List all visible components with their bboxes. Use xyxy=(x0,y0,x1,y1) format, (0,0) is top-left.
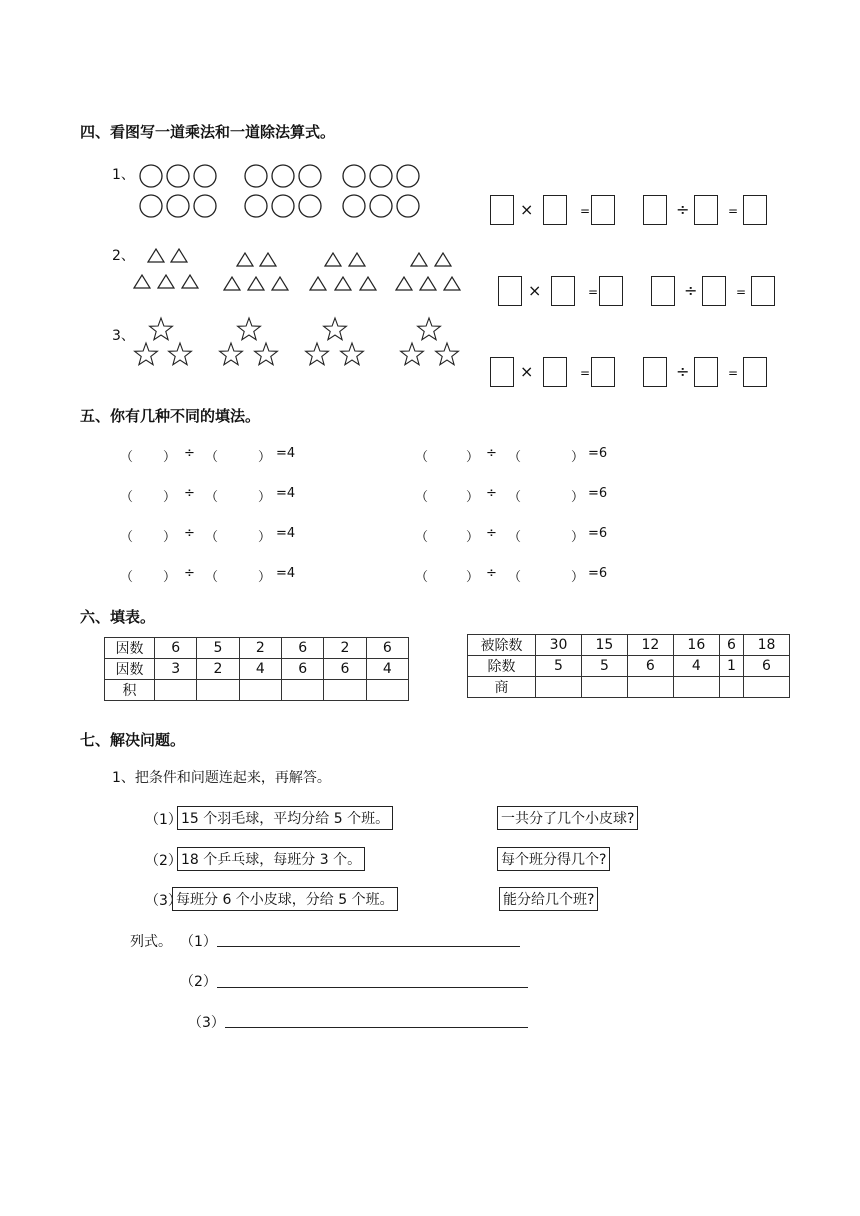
table-cell: 4 xyxy=(239,659,281,680)
table-cell: 6 xyxy=(324,659,366,680)
divide-sign: ÷ xyxy=(486,566,497,581)
divide-sign: ÷ xyxy=(676,200,690,219)
table-cell: 6 xyxy=(281,638,323,659)
condition-number-3: （3） xyxy=(145,893,182,909)
item1-number: 1、 xyxy=(112,167,135,183)
answer-number-1: （1） xyxy=(180,934,217,950)
table-cell: 15 xyxy=(581,635,627,656)
item2-number: 2、 xyxy=(112,248,135,264)
circle-icon xyxy=(370,165,392,187)
paren: ） xyxy=(163,490,177,505)
row-header-cell: 被除数 xyxy=(468,635,536,656)
answer-box[interactable] xyxy=(643,195,667,225)
triangle-icon xyxy=(248,277,264,290)
table-cell: 4 xyxy=(673,656,719,677)
table-cell[interactable] xyxy=(719,677,743,698)
table-cell: 30 xyxy=(536,635,582,656)
star-icon xyxy=(255,343,278,365)
triangle-icon xyxy=(349,253,365,266)
triangle-icon xyxy=(310,277,326,290)
item3-number: 3、 xyxy=(112,328,135,344)
table-cell: 6 xyxy=(366,638,408,659)
circle-icon xyxy=(370,195,392,217)
circle-icon xyxy=(245,165,267,187)
table-row xyxy=(105,680,409,701)
paren: ） xyxy=(163,530,177,545)
section5-title: 五、你有几种不同的填法。 xyxy=(80,407,261,425)
circle-icon xyxy=(397,165,419,187)
triangle-group xyxy=(134,249,460,290)
row-header-cell: 积 xyxy=(105,680,155,701)
section4-title: 四、看图写一道乘法和一道除法算式。 xyxy=(80,123,336,141)
answer-box[interactable] xyxy=(651,276,675,306)
equals-sign: = xyxy=(728,204,739,218)
times-sign: × xyxy=(520,362,534,381)
table-cell[interactable] xyxy=(324,680,366,701)
paren: （ xyxy=(508,450,522,465)
circle-icon xyxy=(140,195,162,217)
table-cell: 5 xyxy=(536,656,582,677)
table-cell: 6 xyxy=(627,656,673,677)
circle-icon xyxy=(140,165,162,187)
table-cell[interactable] xyxy=(673,677,719,698)
circle-icon xyxy=(167,195,189,217)
result-value: =6 xyxy=(588,566,608,581)
condition-box-3[interactable]: 每班分 6 个小皮球，分给 5 个班。 xyxy=(172,887,398,911)
result-value: =6 xyxy=(588,446,608,461)
triangle-icon xyxy=(224,277,240,290)
circle-icon xyxy=(272,165,294,187)
star-icon xyxy=(306,343,329,365)
row-header-cell: 因数 xyxy=(105,638,155,659)
paren: （ xyxy=(415,490,429,505)
question-box-3[interactable]: 能分给几个班? xyxy=(499,887,598,911)
paren: ） xyxy=(258,530,272,545)
table-row xyxy=(468,635,790,656)
answer-box[interactable] xyxy=(591,195,615,225)
times-sign: × xyxy=(520,200,534,219)
triangle-icon xyxy=(420,277,436,290)
row-header-cell: 因数 xyxy=(105,659,155,680)
triangle-icon xyxy=(444,277,460,290)
answer-box[interactable] xyxy=(743,357,767,387)
answer-line-2[interactable] xyxy=(217,987,528,988)
triangle-icon xyxy=(182,275,198,288)
answer-box[interactable] xyxy=(490,195,514,225)
result-value: =4 xyxy=(276,526,296,541)
answer-box[interactable] xyxy=(694,357,718,387)
table-cell: 6 xyxy=(744,656,790,677)
paren: ） xyxy=(571,530,585,545)
equals-sign: = xyxy=(728,366,739,380)
paren: ） xyxy=(466,490,480,505)
table-row xyxy=(105,638,409,659)
triangle-icon xyxy=(335,277,351,290)
result-value: =4 xyxy=(276,566,296,581)
paren: ） xyxy=(258,490,272,505)
table-cell[interactable] xyxy=(744,677,790,698)
equals-sign: = xyxy=(736,285,747,299)
answer-box[interactable] xyxy=(543,195,567,225)
divide-sign: ÷ xyxy=(486,486,497,501)
table-cell[interactable] xyxy=(197,680,239,701)
triangle-icon xyxy=(158,275,174,288)
circle-icon xyxy=(272,195,294,217)
divide-sign: ÷ xyxy=(184,566,195,581)
figure-shapes xyxy=(0,0,860,400)
paren: （ xyxy=(508,570,522,585)
triangle-icon xyxy=(171,249,187,262)
paren: ） xyxy=(163,450,177,465)
triangle-icon xyxy=(237,253,253,266)
equals-sign: = xyxy=(580,204,591,218)
circle-icon xyxy=(299,165,321,187)
answer-box[interactable] xyxy=(694,195,718,225)
paren: ） xyxy=(466,570,480,585)
circle-icon xyxy=(245,195,267,217)
row-header-cell: 商 xyxy=(468,677,536,698)
triangle-icon xyxy=(148,249,164,262)
table-row xyxy=(468,677,790,698)
table-cell[interactable] xyxy=(536,677,582,698)
result-value: =6 xyxy=(588,526,608,541)
table-cell: 2 xyxy=(197,659,239,680)
table-cell: 6 xyxy=(719,635,743,656)
equals-sign: = xyxy=(580,366,591,380)
answer-box[interactable] xyxy=(743,195,767,225)
paren: （ xyxy=(120,570,134,585)
quotient-table xyxy=(467,634,790,698)
paren: （ xyxy=(120,530,134,545)
equals-sign: = xyxy=(588,285,599,299)
triangle-icon xyxy=(134,275,150,288)
paren: ） xyxy=(466,450,480,465)
circle-icon xyxy=(343,165,365,187)
table-row xyxy=(468,656,790,677)
star-icon xyxy=(324,318,347,340)
circle-icon xyxy=(194,195,216,217)
paren: （ xyxy=(205,450,219,465)
star-icon xyxy=(220,343,243,365)
circle-icon xyxy=(167,165,189,187)
question-box-1[interactable]: 一共分了几个小皮球? xyxy=(497,806,638,830)
table-cell: 5 xyxy=(581,656,627,677)
answer-number-2: （2） xyxy=(180,974,217,990)
table-cell[interactable] xyxy=(581,677,627,698)
table-cell: 5 xyxy=(197,638,239,659)
triangle-icon xyxy=(272,277,288,290)
paren: （ xyxy=(508,530,522,545)
answer-line-3[interactable] xyxy=(225,1027,528,1028)
times-sign: × xyxy=(528,281,542,300)
table-cell: 1 xyxy=(719,656,743,677)
answer-box[interactable] xyxy=(551,276,575,306)
table-cell: 4 xyxy=(366,659,408,680)
star-icon xyxy=(436,343,459,365)
paren: （ xyxy=(205,530,219,545)
answer-box[interactable] xyxy=(591,357,615,387)
table-cell: 18 xyxy=(744,635,790,656)
triangle-icon xyxy=(325,253,341,266)
result-value: =4 xyxy=(276,446,296,461)
table-cell: 12 xyxy=(627,635,673,656)
answer-prefix: 列式。 xyxy=(130,934,172,950)
answer-box[interactable] xyxy=(498,276,522,306)
divide-sign: ÷ xyxy=(486,526,497,541)
star-icon xyxy=(150,318,173,340)
answer-box[interactable] xyxy=(702,276,726,306)
triangle-icon xyxy=(435,253,451,266)
paren: ） xyxy=(258,450,272,465)
table-row xyxy=(105,659,409,680)
paren: ） xyxy=(571,490,585,505)
answer-box[interactable] xyxy=(599,276,623,306)
answer-line-1[interactable] xyxy=(217,946,520,947)
table-cell: 16 xyxy=(673,635,719,656)
paren: （ xyxy=(205,490,219,505)
paren: （ xyxy=(120,490,134,505)
table-cell[interactable] xyxy=(627,677,673,698)
paren: （ xyxy=(415,570,429,585)
paren: ） xyxy=(571,450,585,465)
triangle-icon xyxy=(396,277,412,290)
table-cell: 6 xyxy=(281,659,323,680)
star-icon xyxy=(135,343,158,365)
answer-number-3: （3） xyxy=(188,1015,225,1031)
answer-box[interactable] xyxy=(543,357,567,387)
paren: ） xyxy=(466,530,480,545)
paren: ） xyxy=(571,570,585,585)
divide-sign: ÷ xyxy=(486,446,497,461)
circle-icon xyxy=(299,195,321,217)
star-icon xyxy=(401,343,424,365)
star-group xyxy=(135,318,459,365)
question1-instruction: 1、把条件和问题连起来，再解答。 xyxy=(112,770,331,786)
divide-sign: ÷ xyxy=(676,362,690,381)
circle-icon xyxy=(343,195,365,217)
circle-icon xyxy=(397,195,419,217)
table-cell[interactable] xyxy=(281,680,323,701)
divide-sign: ÷ xyxy=(184,486,195,501)
star-icon xyxy=(238,318,261,340)
divide-sign: ÷ xyxy=(684,281,698,300)
result-value: =4 xyxy=(276,486,296,501)
star-icon xyxy=(418,318,441,340)
triangle-icon xyxy=(260,253,276,266)
answer-box[interactable] xyxy=(751,276,775,306)
star-icon xyxy=(169,343,192,365)
question-box-2[interactable]: 每个班分得几个? xyxy=(497,847,610,871)
table-cell: 3 xyxy=(155,659,197,680)
row-header-cell: 除数 xyxy=(468,656,536,677)
result-value: =6 xyxy=(588,486,608,501)
table-cell: 6 xyxy=(155,638,197,659)
paren: （ xyxy=(508,490,522,505)
condition-number-2: （2） xyxy=(145,853,182,869)
divide-sign: ÷ xyxy=(184,446,195,461)
paren: （ xyxy=(120,450,134,465)
table-cell[interactable] xyxy=(239,680,281,701)
product-table xyxy=(104,637,409,701)
table-cell[interactable] xyxy=(366,680,408,701)
table-cell: 2 xyxy=(324,638,366,659)
condition-box-1[interactable]: 15 个羽毛球，平均分给 5 个班。 xyxy=(177,806,393,830)
condition-number-1: （1） xyxy=(145,812,182,828)
triangle-icon xyxy=(360,277,376,290)
table-cell: 2 xyxy=(239,638,281,659)
triangle-icon xyxy=(411,253,427,266)
section7-title: 七、解决问题。 xyxy=(80,731,186,749)
paren: （ xyxy=(415,450,429,465)
circle-icon xyxy=(194,165,216,187)
paren: （ xyxy=(415,530,429,545)
condition-box-2[interactable]: 18 个乒乓球，每班分 3 个。 xyxy=(177,847,365,871)
circle-group xyxy=(140,165,419,217)
paren: ） xyxy=(258,570,272,585)
table-cell[interactable] xyxy=(155,680,197,701)
divide-sign: ÷ xyxy=(184,526,195,541)
paren: ） xyxy=(163,570,177,585)
answer-box[interactable] xyxy=(490,357,514,387)
paren: （ xyxy=(205,570,219,585)
section6-title: 六、填表。 xyxy=(80,608,156,626)
star-icon xyxy=(341,343,364,365)
answer-box[interactable] xyxy=(643,357,667,387)
